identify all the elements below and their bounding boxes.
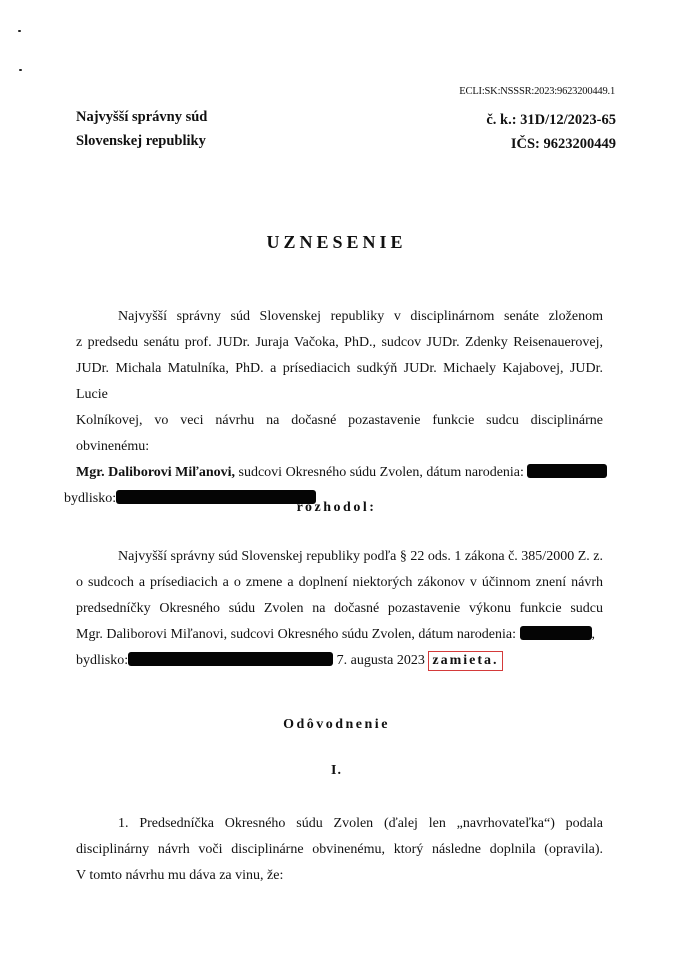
scan-speck (19, 69, 22, 71)
intro-line: z predsedu senátu prof. JUDr. Juraja Vačoka, PhD., sudcov JUDr. Zdenky Reisenauerovej, (76, 335, 603, 350)
intro-line (76, 460, 603, 486)
point-line: V tomto návrhu mu dáva za vinu, že: (76, 868, 284, 883)
intro-line: JUDr. Michala Matulníka, PhD. a prísediacich sudkýň JUDr. Michaely Kajabovej, JUDr. Lucie (76, 361, 603, 402)
reasoning-heading: Odôvodnenie (283, 717, 390, 732)
verdict-text: zamieta (432, 653, 494, 668)
intro-paragraph (64, 304, 603, 512)
court-name-line2: Slovenskej republiky (76, 133, 206, 149)
verdict-period: . (493, 653, 499, 668)
redaction-birthdate (527, 464, 607, 478)
redaction-birthdate (520, 626, 592, 640)
scan-speck (18, 30, 21, 32)
decision-line (76, 622, 603, 648)
intro-line: Najvyšší správny súd Slovenskej republiky v disciplinárnom senáte zloženom (118, 309, 603, 324)
redaction-address (128, 652, 333, 666)
decision-date: 7. augusta 2023 (336, 653, 425, 668)
point-line: 1. Predsedníčka Okresného súdu Zvolen (ďalej len „navrhovateľka“) podala (118, 816, 603, 831)
section-numeral: I. (331, 763, 342, 778)
decision-heading: rozhodol: (296, 500, 377, 515)
ics-number: IČS: 9623200449 (510, 136, 616, 152)
decision-line-comma: , (591, 627, 596, 642)
point-1-paragraph (76, 811, 603, 889)
decision-line (76, 648, 603, 674)
verdict-highlight (428, 651, 502, 671)
decision-line-text: Mgr. Daliborovi Miľanovi, sudcovi Okresného súdu Zvolen, dátum narodenia: (76, 627, 517, 642)
address-label: bydlisko: (64, 491, 117, 506)
case-number: č. k.: 31D/12/2023-65 (486, 112, 616, 128)
decision-line: Najvyšší správny súd Slovenskej republiky podľa § 22 ods. 1 zákona č. 385/2000 Z. z. (118, 549, 603, 564)
decision-line: predsedníčky Okresného súdu Zvolen na dočasné pozastavenie výkonu funkcie sudcu (76, 601, 603, 616)
intro-line-rest: sudcovi Okresného súdu Zvolen, dátum narodenia: (238, 465, 524, 480)
accused-name: Mgr. Daliborovi Miľanovi, (76, 465, 236, 480)
decision-paragraph (76, 544, 603, 674)
ecli-identifier: ECLI:SK:NSSSR:2023:9623200449.1 (459, 86, 615, 97)
intro-line: Kolníkovej, vo veci návrhu na dočasné pozastavenie funkcie sudcu disciplinárne obvinenému: (76, 413, 603, 454)
court-name-line1: Najvyšší správny súd (76, 109, 208, 125)
address-label: bydlisko: (76, 653, 129, 668)
document-title: UZNESENIE (266, 232, 407, 252)
decision-line: o sudcoch a prísediacich a o zmene a doplnení niektorých zákonov v účinnom znení návrh (76, 575, 603, 590)
point-line: disciplinárny návrh voči disciplinárne obvinenému, ktorý následne doplnila (opravila). (76, 842, 603, 857)
